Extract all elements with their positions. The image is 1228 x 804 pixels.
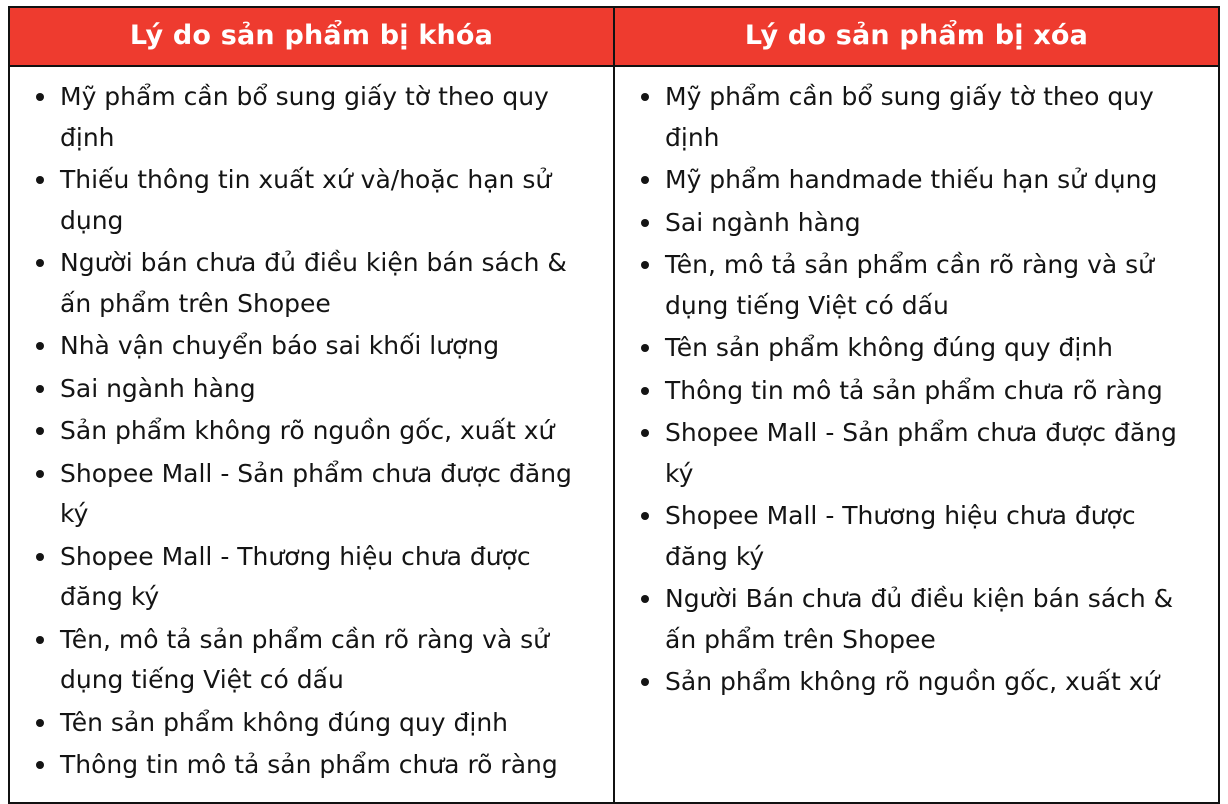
list-item-label: Mỹ phẩm handmade thiếu hạn sử dụng xyxy=(665,165,1158,194)
list-item-label: Sản phẩm không rõ nguồn gốc, xuất xứ xyxy=(665,667,1160,696)
list-item-label: Người Bán chưa đủ điều kiện bán sách & ấn phẩm trên Shopee xyxy=(665,584,1174,654)
column-header-deleted: Lý do sản phẩm bị xóa xyxy=(614,7,1219,66)
list-item xyxy=(26,160,597,241)
list-item xyxy=(631,579,1202,660)
list-item-label: Sai ngành hàng xyxy=(60,373,256,403)
bullet-icon xyxy=(36,427,44,435)
list-item xyxy=(26,745,597,786)
bullet-icon xyxy=(36,719,44,727)
list-item xyxy=(631,413,1202,494)
list-item-label: Tên, mô tả sản phẩm cần rõ ràng và sử dụng tiếng Việt có dấu xyxy=(60,624,550,694)
bullet-icon xyxy=(641,387,649,395)
list-item xyxy=(26,537,597,618)
list-item xyxy=(631,203,1202,244)
bullet-icon xyxy=(36,259,44,267)
bullet-icon xyxy=(641,93,649,101)
list-item-label: Mỹ phẩm cần bổ sung giấy tờ theo quy định xyxy=(60,82,549,152)
bullet-icon xyxy=(36,470,44,478)
bullet-icon xyxy=(36,93,44,101)
list-item-label: Nhà vận chuyển báo sai khối lượng xyxy=(60,331,500,360)
list-item-label: Sản phẩm không rõ nguồn gốc, xuất xứ xyxy=(60,416,555,445)
bullet-icon xyxy=(36,176,44,184)
bullet-icon xyxy=(641,219,649,227)
list-item xyxy=(631,160,1202,201)
list-item-label: Thông tin mô tả sản phẩm chưa rõ ràng xyxy=(60,750,558,779)
list-item xyxy=(26,326,597,367)
bullet-icon xyxy=(641,512,649,520)
list-item xyxy=(631,496,1202,577)
list-item-label: Người bán chưa đủ điều kiện bán sách & ấn phẩm trên Shopee xyxy=(60,248,567,318)
bullet-icon xyxy=(36,636,44,644)
list-item xyxy=(631,371,1202,412)
list-item xyxy=(26,243,597,324)
list-item-label: Tên sản phẩm không đúng quy định xyxy=(665,333,1114,362)
list-item-label: Thiếu thông tin xuất xứ và/hoặc hạn sử dụng xyxy=(60,165,552,235)
locked-reasons-list xyxy=(26,77,597,786)
list-item xyxy=(631,662,1202,703)
list-item xyxy=(631,245,1202,326)
list-item-label: Thông tin mô tả sản phẩm chưa rõ ràng xyxy=(665,375,1163,405)
bullet-icon xyxy=(36,342,44,350)
bullet-icon xyxy=(641,261,649,269)
locked-reasons-cell xyxy=(9,66,614,803)
bullet-icon xyxy=(36,385,44,393)
column-header-locked: Lý do sản phẩm bị khóa xyxy=(9,7,614,66)
list-item-label: Tên, mô tả sản phẩm cần rõ ràng và sử dụng tiếng Việt có dấu xyxy=(665,250,1155,320)
table-row xyxy=(9,66,1219,803)
list-item xyxy=(26,620,597,701)
list-item-label: Tên sản phẩm không đúng quy định xyxy=(60,707,509,737)
list-item xyxy=(26,77,597,158)
list-item xyxy=(26,411,597,452)
reasons-table xyxy=(8,6,1220,804)
bullet-icon xyxy=(641,429,649,437)
deleted-reasons-cell xyxy=(614,66,1219,803)
list-item-label: Mỹ phẩm cần bổ sung giấy tờ theo quy định xyxy=(665,82,1154,152)
bullet-icon xyxy=(36,553,44,561)
list-item-label: Shopee Mall - Sản phẩm chưa được đăng ký xyxy=(60,458,572,528)
list-item xyxy=(26,369,597,410)
bullet-icon xyxy=(641,595,649,603)
list-item-label: Shopee Mall - Thương hiệu chưa được đăng ký xyxy=(60,541,531,611)
bullet-icon xyxy=(641,678,649,686)
list-item xyxy=(26,454,597,535)
list-item xyxy=(631,328,1202,369)
list-item-label: Sai ngành hàng xyxy=(665,207,861,237)
list-item-label: Shopee Mall - Thương hiệu chưa được đăng ký xyxy=(665,501,1136,571)
bullet-icon xyxy=(641,176,649,184)
list-item xyxy=(26,703,597,744)
list-item xyxy=(631,77,1202,158)
table-header-row xyxy=(9,7,1219,66)
bullet-icon xyxy=(641,344,649,352)
bullet-icon xyxy=(36,761,44,769)
list-item-label: Shopee Mall - Sản phẩm chưa được đăng ký xyxy=(665,418,1177,488)
deleted-reasons-list xyxy=(631,77,1202,703)
